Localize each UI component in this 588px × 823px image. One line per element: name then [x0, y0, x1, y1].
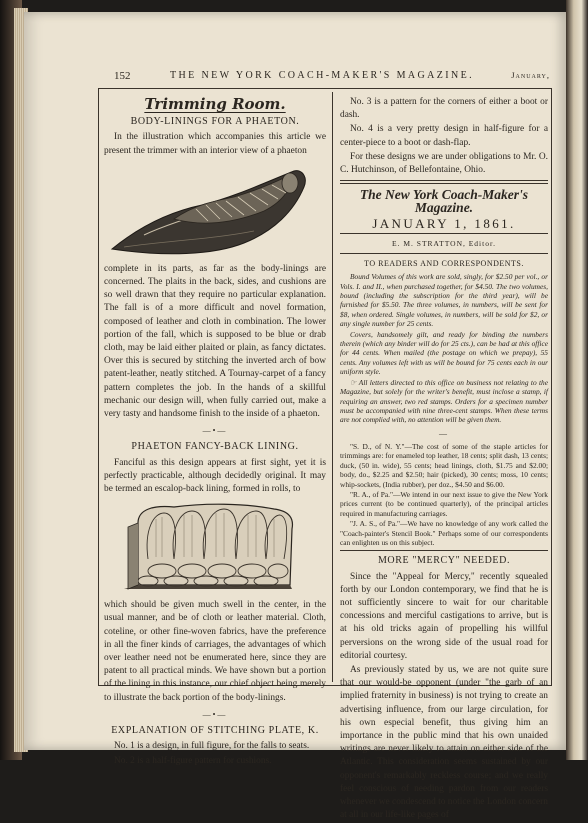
column-divider: [332, 92, 333, 682]
rule-divider-double: [340, 183, 548, 184]
article-title-body-linings: BODY-LININGS FOR A PHAETON.: [130, 116, 300, 128]
masthead-editor: E. M. STRATTON, Editor.: [392, 238, 496, 248]
correspondence-ra: "R. A., of Pa."—We intend in our next issue to give the New York prices current (to be continued quarterly), of the principal articles required in manufacturing carriages.: [340, 489, 548, 518]
left-column: [104, 96, 326, 769]
readers-notice-covers: Covers, handsomely gilt, and ready for binding the numbers therein (which any binder will do for 25 cts.), can be had at this office for 44 cents. When mailed (the postage on which we prepay), 55 cents. Any volumes left with us will be bound for 75 cents each in our uniform style.: [340, 329, 548, 377]
ornament-divider-2: —•—: [202, 709, 228, 719]
readers-notice-letters: ☞ All letters directed to this office on business not relating to the Magazine, but solely for the writer's benefit, must inclose a stamp, if requiring an answer, two red stamps. Orders for a specimen number must be accompanied with nine three-cent stamps. When these terms are not complied with, no attention will be given them.: [340, 377, 548, 425]
readers-notice-bound-volumes: Bound Volumes of this work are sold, singly, for $2.50 per vol., or Vols. I. and II., when purchased together, for $4.50. The two volumes, bound (including the subscription for the third year), will be furnished for $5.50. The three volumes, in numbers, will be sent for $8, when ordered. Single volumes, in numbers, will be sold for $2, or any single number for 25 cents.: [340, 272, 548, 329]
rule-divider-4: [340, 253, 548, 254]
article-intro-body-linings: In the illustration which accompanies this article we present the trimmer with an interior view of a phaeton: [104, 132, 326, 156]
stitching-item-4: No. 4 is a very pretty design in half-figure for a center-piece to a boot or dash-flap.: [340, 124, 548, 148]
stitching-item-1: No. 1 is a design, in full figure, for the falls to seats.: [114, 741, 310, 752]
fancy-back-lining-illustration: [104, 499, 326, 595]
rule-divider: [340, 180, 548, 181]
phaeton-body-lining-illustration: [104, 161, 326, 259]
mercy-paragraph-2: As previously stated by us, we are not quite sure that our would-be opponent (under "the garb of an implied fraternity in business) is not trying to create an advertising influence, from our large circulation, for his own especial benefit, thus giving him an importance in the public mind that his own unaided writings are never likely to attain on either side of the Atlantic. This consideration seems sustained by our opponent's remarkably reckless course; and we really feel conscious of needing pardon from our readers whenever we condescend to notice the London concern at all in our life-like pages of: [340, 665, 548, 821]
masthead-title: The New York Coach-Maker's Magazine.: [359, 187, 529, 216]
ornament-divider: —•—: [202, 426, 228, 436]
section-title: Trimming Room.: [144, 95, 286, 113]
rule-divider-5: [340, 550, 548, 551]
correspondence-sd: "S. D., of N. Y."—The cost of some of the staple articles for trimmings are: for enameled top leather, 18 cents; split dash, 13 cents; duck, (50 in. wide), 55 cents; head linings, cloth, $1.75 and $2.00; body, do., $2.25 and $2.50; hair (picked), 30 cents; moss, 10 cents; whip-sockets, (India rubber), per doz., $4.50 and $6.00.: [340, 441, 548, 489]
article-title-fancy-back: PHAETON FANCY-BACK LINING.: [131, 441, 299, 453]
readers-notice-title: TO READERS AND CORRESPONDENTS.: [364, 259, 524, 269]
stitching-thanks: For these designs we are under obligations to Mr. O. C. Hutchinson, of Bellefontaine, Ohio.: [340, 151, 548, 176]
right-column: [340, 96, 548, 823]
masthead-date: JANUARY 1, 1861.: [372, 215, 516, 231]
article-body-body-linings: complete in its parts, as far as the body-linings are concerned. The plaits in the back, sides, and cushions are so well drawn that they require no particular explanation. The fall is of a more difficult and novel formation, composed of leather and cloth in combination. The lower portion of the fall, which is supposed to be blue or drab cloth, may be laid either plaited or plain, as fancy dictates. Over this is secured by stitching the inverted arch of bow patent-leather, neatly stitched. A Tournay-carpet of a fancy pattern completes the job. In the hands of a skillful mechanic our design will, when fully carried out, make a very tasty and handsome finish to the inside of a phaeton.: [104, 263, 326, 420]
adjacent-book-spine: [566, 0, 588, 760]
mercy-paragraph-1: Since the "Appeal for Mercy," recently squealed forth by our London contemporary, we find that he is not sufficiently sincere to wait for our charitable concessions and merciful castigations to arrive, but is at his old tricks again of propelling his willful perversions on the wrong side of the usual road for editorial courtesy.: [340, 571, 548, 661]
running-month: January,: [511, 70, 550, 80]
running-title: THE NEW YORK COACH-MAKER'S MAGAZINE.: [170, 70, 475, 81]
rule-divider-3: [340, 233, 548, 234]
page-number: 152: [114, 70, 131, 82]
article-title-mercy: MORE "MERCY" NEEDED.: [377, 555, 511, 567]
page-header: [114, 70, 550, 86]
article-intro-fancy-back: Fanciful as this design appears at first sight, yet it is perfectly practicable, although decidedly original. It may be termed an escalop-back lining, formed in rolls, to: [104, 457, 326, 495]
short-rule: —: [439, 428, 449, 438]
correspondence-jas: "J. A. S., of Pa."—We have no knowledge of any work called the "Coach-painter's Stencil Book." Perhaps some of our correspondents can enlighten us on this subject.: [340, 519, 548, 547]
article-title-stitching-plate: EXPLANATION OF STITCHING PLATE, K.: [111, 725, 319, 737]
stitching-item-3: No. 3 is a pattern for the corners of either a boot or dash.: [340, 97, 548, 121]
stitching-item-2: No. 2 is a half-figure pattern for cushions.: [114, 755, 272, 766]
article-body-fancy-back: which should be given much swell in the center, in the usual manner, and be of cloth or leather material. Cloth, coteline, or other fine-woven fabrics, have the preference in all the finer kinds of carriages, the advantages of which over leather need not be enumerated here, since they are patent to all practical minds. We have shown but a portion of the lining in this instance, our chief object being merely to illustrate the back portion of the body-linings.: [104, 600, 326, 703]
